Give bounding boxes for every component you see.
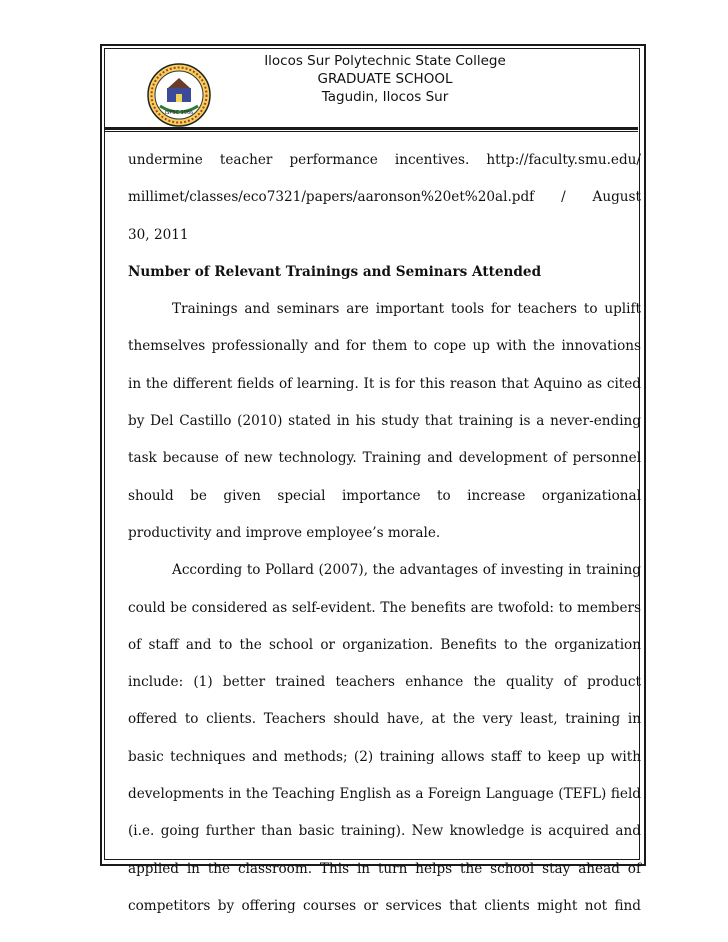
paragraph-line: of staff and to the school or organization. Benefits to the organization (128, 636, 641, 653)
section-heading: Number of Relevant Trainings and Seminars Attended (128, 263, 542, 280)
paragraph-line: applied in the classroom. This in turn helps the school stay ahead of (128, 860, 641, 877)
paragraph-line: should be given special importance to increase organizational (128, 487, 641, 504)
svg-text:ISPSC 1966: ISPSC 1966 (164, 110, 194, 116)
college-name: Ilocos Sur Polytechnic State College (264, 53, 506, 69)
paragraph-line: productivity and improve employee’s morale. (128, 524, 441, 541)
paragraph-line: by Del Castillo (2010) stated in his study that training is a never-ending (128, 413, 641, 430)
body-line: undermine teacher performance incentives. http://faculty.smu.edu/ (128, 152, 641, 168)
document-body (128, 146, 641, 929)
paragraph-line: Trainings and seminars are important tools for teachers to uplift (172, 301, 641, 318)
paragraph-line: (i.e. going further than basic training). New knowledge is acquired and (128, 823, 641, 840)
letterhead-text (200, 52, 570, 106)
paragraph-line: themselves professionally and for them to cope up with the innovations (128, 338, 641, 355)
header-divider (104, 127, 638, 130)
graduate-school-title: GRADUATE SCHOOL (317, 71, 453, 87)
paragraph-line: include: (1) better trained teachers enhance the quality of product (128, 674, 641, 691)
body-line: 30, 2011 (128, 226, 189, 243)
paragraph-line: offered to clients. Teachers should have, at the very least, training in (128, 711, 641, 728)
paragraph-line: in the different fields of learning. It is for this reason that Aquino as cited (128, 375, 641, 392)
paragraph-line: task because of new technology. Training and development of personnel (128, 450, 641, 467)
header-divider-thin (104, 131, 638, 132)
paragraph-line: According to Pollard (2007), the advantages of investing in training (172, 562, 641, 579)
paragraph-line: competitors by offering courses or services that clients might not find (128, 897, 641, 914)
body-line: millimet/classes/eco7321/papers/aaronson%20et%20al.pdf / August (128, 189, 641, 206)
college-location: Tagudin, Ilocos Sur (321, 89, 449, 105)
paragraph-line: developments in the Teaching English as a Foreign Language (TEFL) field (128, 786, 641, 803)
paragraph-line: could be considered as self-evident. The benefits are twofold: to members (128, 599, 641, 616)
paragraph-line: basic techniques and methods; (2) training allows staff to keep up with (128, 748, 641, 765)
